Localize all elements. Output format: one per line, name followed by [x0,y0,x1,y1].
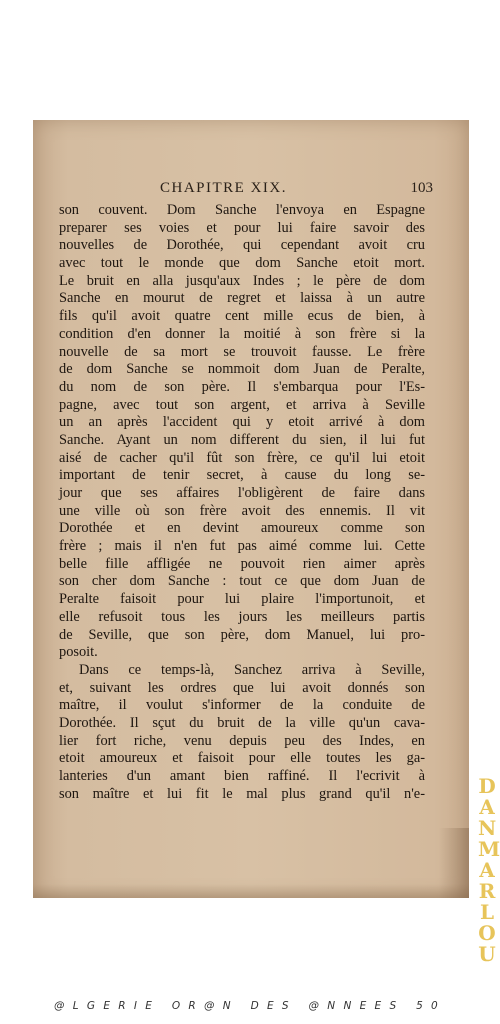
text-line: posoit. [59,644,98,661]
text-line: pagne, avec tout son argent, et arriva à Seville [59,396,425,413]
page-header [33,180,469,202]
text-line: de Seville, que son père, dom Manuel, lui pro- [59,626,425,643]
text-line: une ville où son frère avoit des ennemis. Il vit [59,502,425,519]
footer-caption: @LGERIE OR@N DES @NNEES 50 [53,1000,447,1012]
text-line: aisé de cacher qu'il fût son frère, ce qu'il lui etoit [59,449,425,466]
text-line: son couvent. Dom Sanche l'envoya en Espagne [59,202,425,218]
text-line: condition d'en donner la moitié à son frère si la [59,325,425,342]
text-line: Peralte faisoit pour lui plaire l'importunoit, et [59,591,425,608]
chapter-title: CHAPITRE XIX. [160,180,287,196]
text-line: nouvelles de Dorothée, qui cependant avoit cru [59,237,425,254]
text-line: lier fort riche, venu depuis peu des Indes, en [59,732,425,749]
text-line: Sanche en mourut de regret et laissa à un autre [59,290,425,307]
page-body-text [59,202,425,803]
text-line: Dorothée. Il sçut du bruit de la ville qu'un cava- [59,714,425,731]
text-line: et, suivant les ordres que lui avoit donnés son [59,679,425,696]
text-line: fils qu'il avoit quatre cent mille ecus de bien, à [59,308,425,325]
text-line: son cher dom Sanche : tout ce que dom Juan de [59,573,425,590]
text-line: un an après l'accident qui y etoit arrivé à dom [59,414,425,431]
text-line: Le bruit en alla jusqu'aux Indes ; le père de dom [59,272,425,289]
text-line: belle fille affligée ne pouvoit rien aimer après [59,555,425,572]
text-line: Sanche. Ayant un nom different du sien, il lui fut [59,431,425,448]
text-line: important de tenir secret, à cause du long se- [59,467,425,484]
text-line: frère ; mais il n'en fut pas aimé comme lui. Cette [59,538,425,555]
book-page [33,120,469,898]
page-bottom-shadow [33,884,469,898]
text-line: nouvelle de sa mort se trouvoit fausse. Le frère [59,343,425,360]
text-line: preparer ses voies et pour lui faire savoir des [59,219,425,236]
text-line: Dans ce temps-là, Sanchez arriva à Seville, [79,661,425,678]
page-number: 103 [410,180,433,196]
text-line: jour que ses affaires l'obligèrent de faire dans [59,485,425,501]
text-line: son maître et lui fit le mal plus grand qu'il n'e- [59,785,425,802]
text-line: elle refusoit tous les jours les meilleurs partis [59,608,425,625]
text-line: Dorothée et en devint amoureux comme son [59,520,425,537]
text-line: etoit amoureux et faisoit pour elle toutes les ga- [59,750,425,767]
text-line: de dom Sanche se nommoit dom Juan de Peralte, [59,361,425,378]
text-line: lanteries d'un amant bien raffiné. Il l'ecrivit à [59,768,425,784]
text-line: maître, il voulut s'informer de la conduite de [59,697,425,714]
text-line: avec tout le monde que dom Sanche etoit mort. [59,255,425,272]
vertical-watermark: DANMARLOU [478,774,500,966]
text-line: du nom de son père. Il s'embarqua pour l'Es- [59,378,425,395]
